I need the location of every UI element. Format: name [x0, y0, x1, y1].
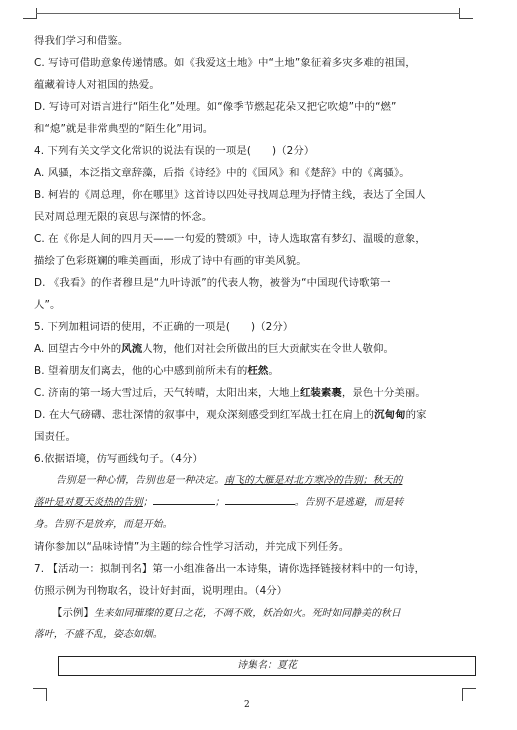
text-line: 描绘了色彩斑斓的唯美画面，形成了诗中有画的审美风貌。 — [34, 255, 307, 267]
option-d-q4: D. 《我看》的作者穆旦是“九叶诗派”的代表人物，被誉为“中国现代诗歌第一 — [34, 277, 391, 289]
option-b-q4: B. 柯岩的《周总理，你在哪里》这首诗以四处寻找周总理为抒情主线，表达了全国人 — [34, 189, 426, 201]
text-span: C. 济南的第一场大雪过后，天气转晴，太阳出来，大地上 — [34, 387, 300, 399]
text-span: D. 在大气磅礴、悲壮深情的叙事中，观众深刻感受到红军战士扛在肩上的 — [34, 409, 375, 421]
example-line — [34, 602, 486, 624]
option-b-q5 — [34, 360, 486, 382]
underlined-sentence: 落叶是对夏天炎热的告别 — [34, 497, 143, 508]
corner-mark-bottom-left — [33, 688, 47, 701]
text-span: 的家 — [405, 409, 427, 421]
corner-mark-bottom-right — [462, 688, 476, 701]
bold-term: 枉然 — [247, 365, 269, 377]
text-line: 民对周总理无限的哀思与深情的怀念。 — [34, 211, 213, 223]
text-line: 国责任。 — [34, 431, 76, 443]
text-span: 。 — [268, 365, 279, 377]
page-number: 2 — [244, 700, 250, 710]
text-line: 得我们学习和借鉴。 — [34, 35, 129, 47]
answer-blank-2[interactable] — [225, 493, 295, 505]
bold-term: 红装素裹 — [299, 387, 342, 399]
text-span: 人物，他们对社会所做出的巨大贡献实在令世人敬仰。 — [142, 343, 395, 355]
header-rule — [36, 13, 460, 14]
text-span: A. 回望古今中外的 — [34, 343, 122, 355]
example-line-cont: 落叶，不盛不乱，姿态如烟。 — [34, 629, 163, 640]
text-line: 身。告别不是放弃，而是开始。 — [34, 519, 173, 530]
option-c-q4: C. 在《你是人间的四月天——一句爱的赞颂》中，诗人选取富有梦幻、温暖的意象， — [34, 233, 426, 245]
question-6-passage — [34, 470, 486, 492]
text-line: 和“熄”就是非常典型的“陌生化”用词。 — [34, 123, 214, 135]
option-a-q5 — [34, 338, 486, 360]
corner-mark-top-left — [23, 8, 37, 19]
text-span: 告别是一种心情，告别也是一种决定。 — [56, 475, 225, 486]
option-d-q5 — [34, 404, 486, 426]
text-line: 仿照示例为刊物取名，设计好封面，说明理由。（4分） — [34, 585, 288, 597]
option-a-q4: A. 风骚，本泛指文章辞藻，后指《诗经》中的《国风》和《楚辞》中的《离骚》。 — [34, 167, 410, 179]
text-line: 人”。 — [34, 299, 61, 311]
option-c-q5 — [34, 382, 486, 404]
question-4-stem: 4. 下列有关文学文化常识的说法有误的一项是( )（2分） — [34, 145, 315, 157]
page-body — [34, 30, 486, 676]
bold-term: 沉甸甸 — [374, 409, 406, 421]
corner-mark-top-right — [459, 8, 473, 19]
text-line: 蕴藏着诗人对祖国的热爱。 — [34, 79, 160, 91]
question-7-stem: 7. 【活动一：拟制刊名】第一小组准备出一本诗集，请你选择链接材料中的一句诗， — [34, 563, 426, 575]
text-span: ； — [142, 497, 153, 508]
answer-blank-1[interactable] — [153, 493, 215, 505]
option-c-q3: C. 写诗可借助意象传递情感。如《我爱这土地》中“土地”象征着多灾多难的祖国， — [34, 57, 416, 69]
text-span: ； — [214, 497, 225, 508]
question-6-stem: 6.依据语境，仿写画线句子。（4分） — [34, 453, 203, 465]
example-text: 生来如同璀璨的夏日之花，不凋不败，妖冶如火。死时如同静美的秋日 — [93, 608, 401, 619]
underlined-sentence: 南飞的大雁是对北方寒冷的告别；秋天的 — [224, 475, 403, 486]
text-span: 。告别不是逃避，而是转 — [294, 497, 404, 508]
text-span: ，景色十分美丽。 — [341, 387, 426, 399]
question-6-passage-cont — [34, 492, 486, 514]
question-5-stem: 5. 下列加粗词语的使用，不正确的一项是( )（2分） — [34, 321, 294, 333]
example-label: 【示例】 — [52, 607, 94, 619]
text-span: B. 望着朋友们离去，他的心中感到前所未有的 — [34, 365, 248, 377]
bold-term: 风流 — [121, 343, 143, 355]
cover-title-box: 诗集名：夏花 — [58, 656, 476, 676]
activity-intro: 请你参加以“品味诗情”为主题的综合性学习活动，并完成下列任务。 — [34, 541, 350, 553]
option-d-q3: D. 写诗可对语言进行“陌生化”处理。如“像季节燃起花朵又把它吹熄”中的“燃” — [34, 101, 397, 113]
